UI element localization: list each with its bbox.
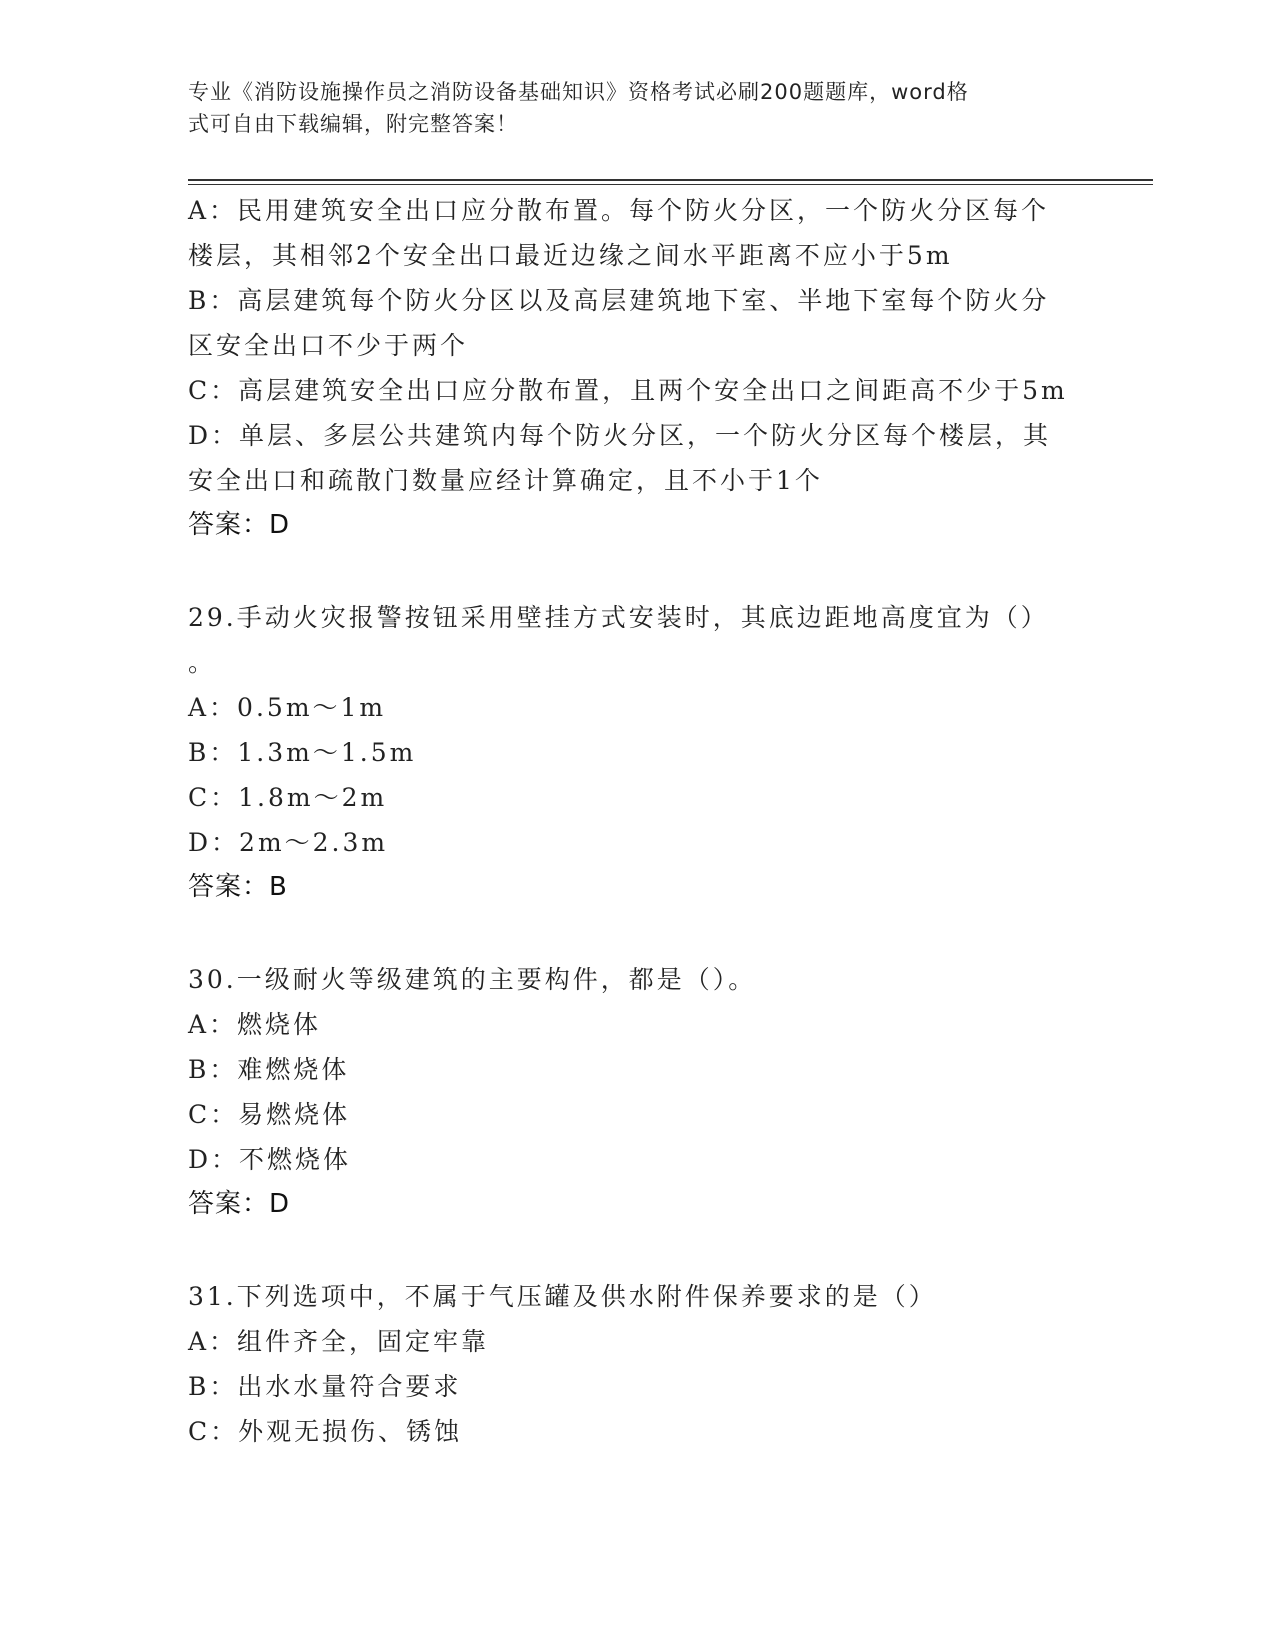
header-divider-top bbox=[188, 179, 1153, 181]
option-line: B：出水水量符合要求 bbox=[188, 1372, 462, 1401]
option-line: 区安全出口不少于两个 bbox=[188, 331, 469, 360]
option-line: A：0.5m～1m bbox=[188, 693, 387, 722]
spacer bbox=[188, 548, 1088, 595]
answer-line: 答案：D bbox=[188, 510, 291, 540]
spacer bbox=[188, 910, 1088, 957]
option-line: D：不燃烧体 bbox=[188, 1145, 352, 1174]
option-line: A：民用建筑安全出口应分散布置。每个防火分区，一个防火分区每个 bbox=[188, 196, 1050, 225]
answer-line: 答案：B bbox=[188, 872, 288, 902]
question-29 bbox=[188, 595, 1088, 910]
spacer bbox=[188, 1227, 1088, 1274]
option-line: C：1.8m～2m bbox=[188, 783, 388, 812]
option-line: D：单层、多层公共建筑内每个防火分区，一个防火分区每个楼层，其 bbox=[188, 421, 1052, 450]
question-stem: 31.下列选项中，不属于气压罐及供水附件保养要求的是（） bbox=[188, 1282, 937, 1311]
question-28 bbox=[188, 188, 1088, 548]
option-line: 楼层，其相邻2个安全出口最近边缘之间水平距离不应小于5m bbox=[188, 241, 953, 270]
option-line: C：外观无损伤、锈蚀 bbox=[188, 1417, 463, 1446]
option-line: C：易燃烧体 bbox=[188, 1100, 351, 1129]
question-stem: 29.手动火灾报警按钮采用壁挂方式安装时，其底边距地高度宜为（） bbox=[188, 603, 1049, 632]
option-line: B：1.3m～1.5m bbox=[188, 738, 417, 767]
header-title-line-2: 式可自由下载编辑，附完整答案！ bbox=[188, 112, 518, 136]
option-line: A：燃烧体 bbox=[188, 1010, 322, 1039]
question-stem: 30.一级耐火等级建筑的主要构件，都是（）。 bbox=[188, 965, 757, 994]
document-header bbox=[188, 76, 1088, 140]
answer-line: 答案：D bbox=[188, 1189, 291, 1219]
question-stem: 。 bbox=[188, 648, 217, 677]
option-line: A：组件齐全，固定牢靠 bbox=[188, 1327, 490, 1356]
question-31 bbox=[188, 1274, 1088, 1454]
option-line: B：高层建筑每个防火分区以及高层建筑地下室、半地下室每个防火分 bbox=[188, 286, 1050, 315]
question-30 bbox=[188, 957, 1088, 1227]
header-title-line-1: 专业《消防设施操作员之消防设备基础知识》资格考试必刷200题题库，word格 bbox=[188, 80, 969, 104]
header-divider-bottom bbox=[188, 184, 1153, 185]
option-line: 安全出口和疏散门数量应经计算确定，且不小于1个 bbox=[188, 466, 823, 495]
option-line: D：2m～2.3m bbox=[188, 828, 389, 857]
option-line: B：难燃烧体 bbox=[188, 1055, 350, 1084]
question-content bbox=[188, 188, 1088, 1454]
option-line: C：高层建筑安全出口应分散布置，且两个安全出口之间距高不少于5m bbox=[188, 376, 1068, 405]
